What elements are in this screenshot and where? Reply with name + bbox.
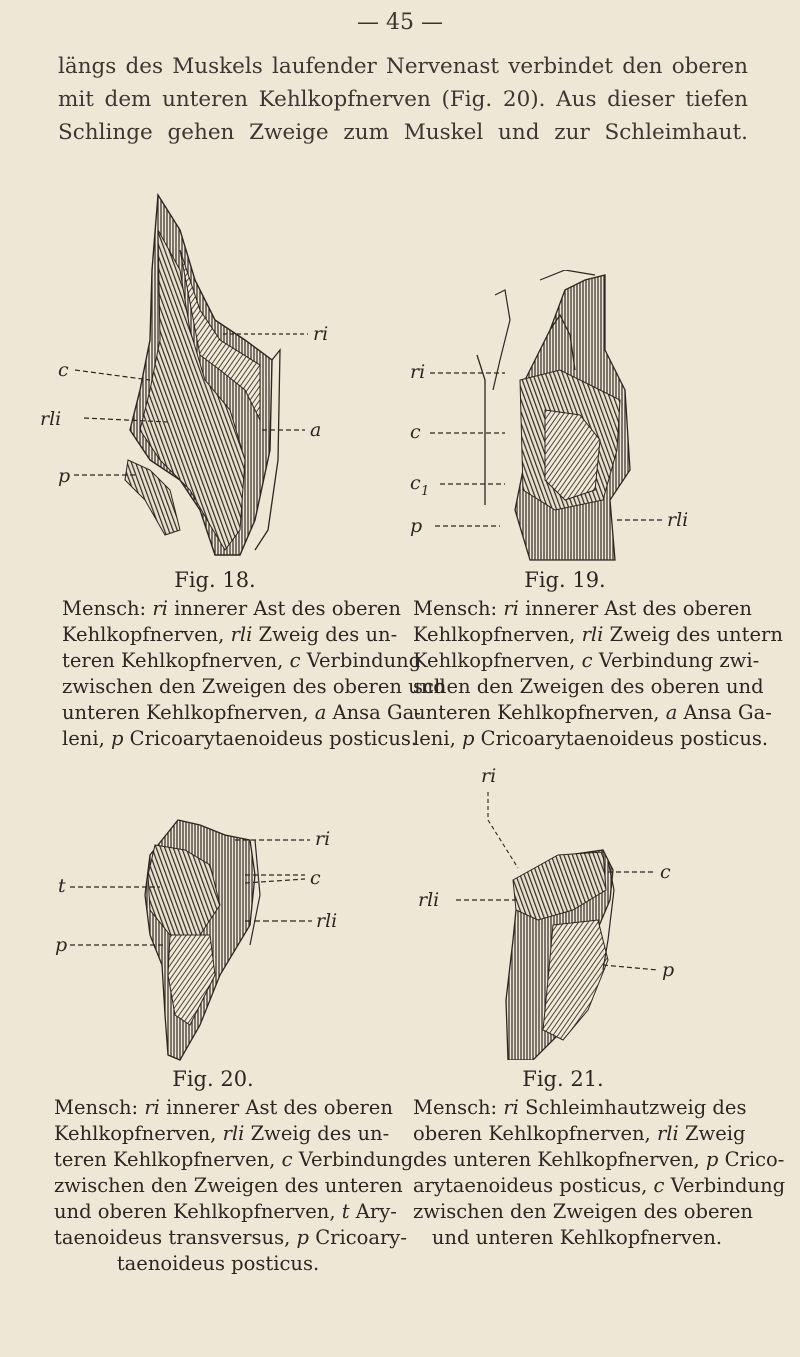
intro-paragraph — [58, 50, 748, 149]
label-c: c — [660, 861, 671, 883]
caption-symbol: c — [281, 1148, 293, 1171]
figure-19-illustration — [405, 270, 725, 565]
caption-line: taenoideus transversus, p Cricoary- — [54, 1226, 407, 1249]
figure-20-illustration — [50, 815, 350, 1065]
caption-line: Mensch: ri innerer Ast des oberen — [62, 597, 401, 620]
label-ri: ri — [410, 361, 426, 383]
label-ri: ri — [313, 323, 329, 345]
figure-18-illustration — [40, 190, 370, 565]
caption-line: Mensch: ri Schleimhautzweig des — [413, 1096, 747, 1119]
caption-line: teren Kehlkopfnerven, c Verbindung — [54, 1148, 414, 1171]
caption-symbol: p — [705, 1148, 719, 1171]
label-c1: c — [410, 472, 421, 494]
intro-line: mit dem unteren Kehlkopfnerven (Fig. 20). Aus dieser tiefen — [58, 87, 748, 112]
caption-line: des unteren Kehlkopfnerven, p Crico- — [413, 1148, 785, 1171]
label-rli: rli — [418, 889, 440, 911]
label-rli: rli — [316, 910, 338, 932]
figure-19-caption — [413, 596, 783, 752]
label-rli: rli — [40, 408, 62, 430]
label-a: a — [310, 419, 322, 441]
caption-symbol: p — [110, 727, 124, 750]
caption-symbol: rli — [222, 1122, 245, 1145]
caption-symbol: c — [653, 1174, 665, 1197]
caption-symbol: t — [341, 1200, 350, 1223]
caption-symbol: ri — [503, 1096, 519, 1119]
caption-line: Mensch: ri innerer Ast des oberen — [413, 597, 752, 620]
caption-line: zwischen den Zweigen des oberen — [413, 1200, 753, 1223]
label-rli: rli — [667, 509, 689, 531]
intro-line: längs des Muskels laufender Nervenast verbindet den oberen — [58, 54, 748, 79]
caption-line: Kehlkopfnerven, rli Zweig des untern — [413, 623, 783, 646]
caption-line: zwischen den Zweigen des unteren — [54, 1174, 403, 1197]
figure-21-title: Fig. 21. — [522, 1067, 604, 1091]
caption-line: taenoideus posticus. — [116, 1252, 320, 1275]
label-p: p — [55, 934, 68, 956]
caption-line: unteren Kehlkopfnerven, a Ansa Ga- — [62, 701, 421, 724]
caption-symbol: ri — [152, 597, 168, 620]
label-p: p — [410, 515, 423, 537]
caption-symbol: p — [296, 1226, 310, 1249]
label-c: c — [410, 421, 421, 443]
figure-19-title: Fig. 19. — [524, 568, 606, 592]
figure-18-title: Fig. 18. — [174, 568, 256, 592]
caption-line: zwischen den Zweigen des oberen und — [62, 675, 446, 698]
label-c: c — [310, 867, 321, 889]
caption-line: und oberen Kehlkopfnerven, t Ary- — [54, 1200, 397, 1223]
caption-line: leni, p Cricoarytaenoideus posticus. — [62, 727, 418, 750]
label-t: t — [58, 875, 66, 897]
label-c1-subscript: 1 — [421, 484, 430, 499]
figure-21-caption — [413, 1095, 786, 1251]
figure-18-caption — [62, 596, 446, 752]
label-p: p — [58, 465, 71, 487]
caption-line: Kehlkopfnerven, c Verbindung zwi- — [413, 649, 760, 672]
caption-line: teren Kehlkopfnerven, c Verbindung — [62, 649, 422, 672]
label-ri: ri — [481, 765, 497, 787]
label-ri: ri — [315, 828, 331, 850]
page-number: — 45 — — [357, 10, 443, 35]
caption-line: unteren Kehlkopfnerven, a Ansa Ga- — [413, 701, 772, 724]
label-c: c — [58, 359, 69, 381]
caption-line: Kehlkopfnerven, rli Zweig des un- — [54, 1122, 390, 1145]
caption-symbol: p — [461, 727, 475, 750]
caption-line: leni, p Cricoarytaenoideus posticus. — [413, 727, 769, 750]
caption-line: schen den Zweigen des oberen und — [413, 675, 764, 698]
caption-symbol: a — [314, 701, 327, 724]
caption-line: und unteren Kehlkopfnerven. — [431, 1226, 723, 1249]
caption-line: Mensch: ri innerer Ast des oberen — [54, 1096, 393, 1119]
caption-line: oberen Kehlkopfnerven, rli Zweig — [413, 1122, 746, 1145]
caption-line: arytaenoideus posticus, c Verbindung — [413, 1174, 786, 1197]
caption-symbol: a — [665, 701, 678, 724]
figure-21-illustration — [418, 760, 718, 1060]
caption-symbol: c — [581, 649, 593, 672]
caption-symbol: ri — [144, 1096, 160, 1119]
caption-line: Kehlkopfnerven, rli Zweig des un- — [62, 623, 398, 646]
caption-symbol: rli — [230, 623, 253, 646]
caption-symbol: rli — [581, 623, 604, 646]
figure-20-caption — [54, 1095, 414, 1277]
figure-20-title: Fig. 20. — [172, 1067, 254, 1091]
caption-symbol: c — [289, 649, 301, 672]
caption-symbol: rli — [656, 1122, 679, 1145]
caption-symbol: ri — [503, 597, 519, 620]
label-p: p — [662, 959, 675, 981]
intro-line: Schlinge gehen Zweige zum Muskel und zur Schleimhaut. — [58, 120, 748, 145]
